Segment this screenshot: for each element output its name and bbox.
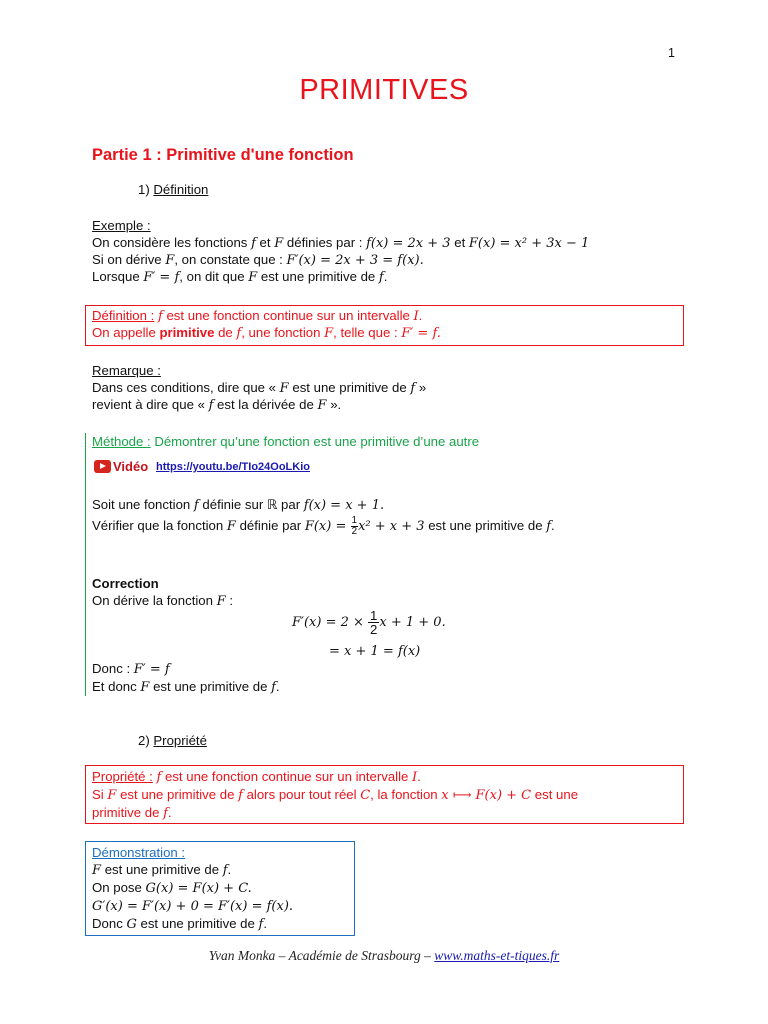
demonstration-line-3: G′(x) = F′(x) + 0 = F′(x) = f(x).	[92, 899, 294, 914]
video-label: Vidéo	[113, 459, 149, 474]
remarque-line-1: Dans ces conditions, dire que « F est une primitive de f »	[92, 380, 427, 396]
correction-donc-1: Donc : F′ = f	[92, 661, 170, 677]
video-link[interactable]: https://youtu.be/TIo24OoLKio	[156, 461, 310, 473]
footer-website-link[interactable]: www.maths-et-tiques.fr	[434, 948, 560, 963]
definition-line-1: Définition : f est une fonction continue sur un intervalle I.	[92, 308, 423, 324]
remarque-line-2: revient à dire que « f est la dérivée de F ».	[92, 397, 342, 413]
methode-heading: Méthode : Démontrer qu’une fonction est une primitive d’une autre	[92, 434, 480, 449]
correction-line-1: On dérive la fonction F :	[92, 593, 233, 609]
exemple-line-3: Lorsque F′ = f, on dit que F est une primitive de f.	[92, 269, 388, 285]
correction-donc-2: Et donc F est une primitive de f.	[92, 679, 280, 695]
methode-line-2: Vérifier que la fonction F définie par F(x) = $\frac{1}{2}$ x² + x + 3 est une primitive de f.	[92, 515, 555, 537]
demonstration-line-1: F est une primitive de f.	[92, 862, 232, 878]
subsection-propriete: 2) Propriété	[138, 733, 207, 748]
page-title: PRIMITIVES	[299, 74, 469, 106]
correction-equation-2: = x + 1 = f(x)	[329, 644, 421, 659]
propriete-line-1: Propriété : f est une fonction continue sur un intervalle I.	[92, 769, 421, 785]
exemple-line-1: On considère les fonctions f et F définies par : f(x) = 2x + 3 et F(x) = x² + 3x − 1	[92, 235, 590, 251]
demonstration-line-2: On pose G(x) = F(x) + C.	[92, 880, 252, 896]
exemple-heading: Exemple :	[92, 218, 151, 233]
fraction-one-half-display: $\frac{1}{2}$	[370, 608, 378, 637]
methode-side-bar	[85, 433, 86, 696]
definition-line-2: On appelle primitive de f, une fonction F, telle que : F′ = f.	[92, 325, 441, 341]
correction-heading: Correction	[92, 576, 159, 591]
exemple-line-2: Si on dérive F, on constate que : F′(x) = 2x + 3 = f(x).	[92, 252, 424, 268]
subsection-definition: 1) Définition	[138, 182, 209, 197]
youtube-play-icon[interactable]	[94, 460, 111, 473]
propriete-line-3: primitive de f.	[92, 805, 172, 821]
section-heading-partie1: Partie 1 : Primitive d'une fonction	[92, 146, 354, 164]
fraction-one-half: $\frac{1}{2}$	[351, 515, 358, 537]
page-number: 1	[668, 46, 675, 60]
footer: Yvan Monka – Académie de Strasbourg – www.maths-et-tiques.fr	[208, 948, 560, 963]
demonstration-heading: Démonstration :	[92, 845, 186, 860]
demonstration-line-4: Donc G est une primitive de f.	[92, 916, 268, 932]
correction-equation-1: F′(x) = 2 × $\frac{1}{2}$ x + 1 + 0.	[292, 608, 446, 637]
propriete-line-2: Si F est une primitive de f alors pour tout réel C, la fonction x ⟼ F(x) + C est une	[92, 787, 579, 803]
remarque-heading: Remarque :	[92, 363, 161, 378]
methode-line-1: Soit une fonction f définie sur ℝ par f(x) = x + 1.	[92, 497, 385, 513]
